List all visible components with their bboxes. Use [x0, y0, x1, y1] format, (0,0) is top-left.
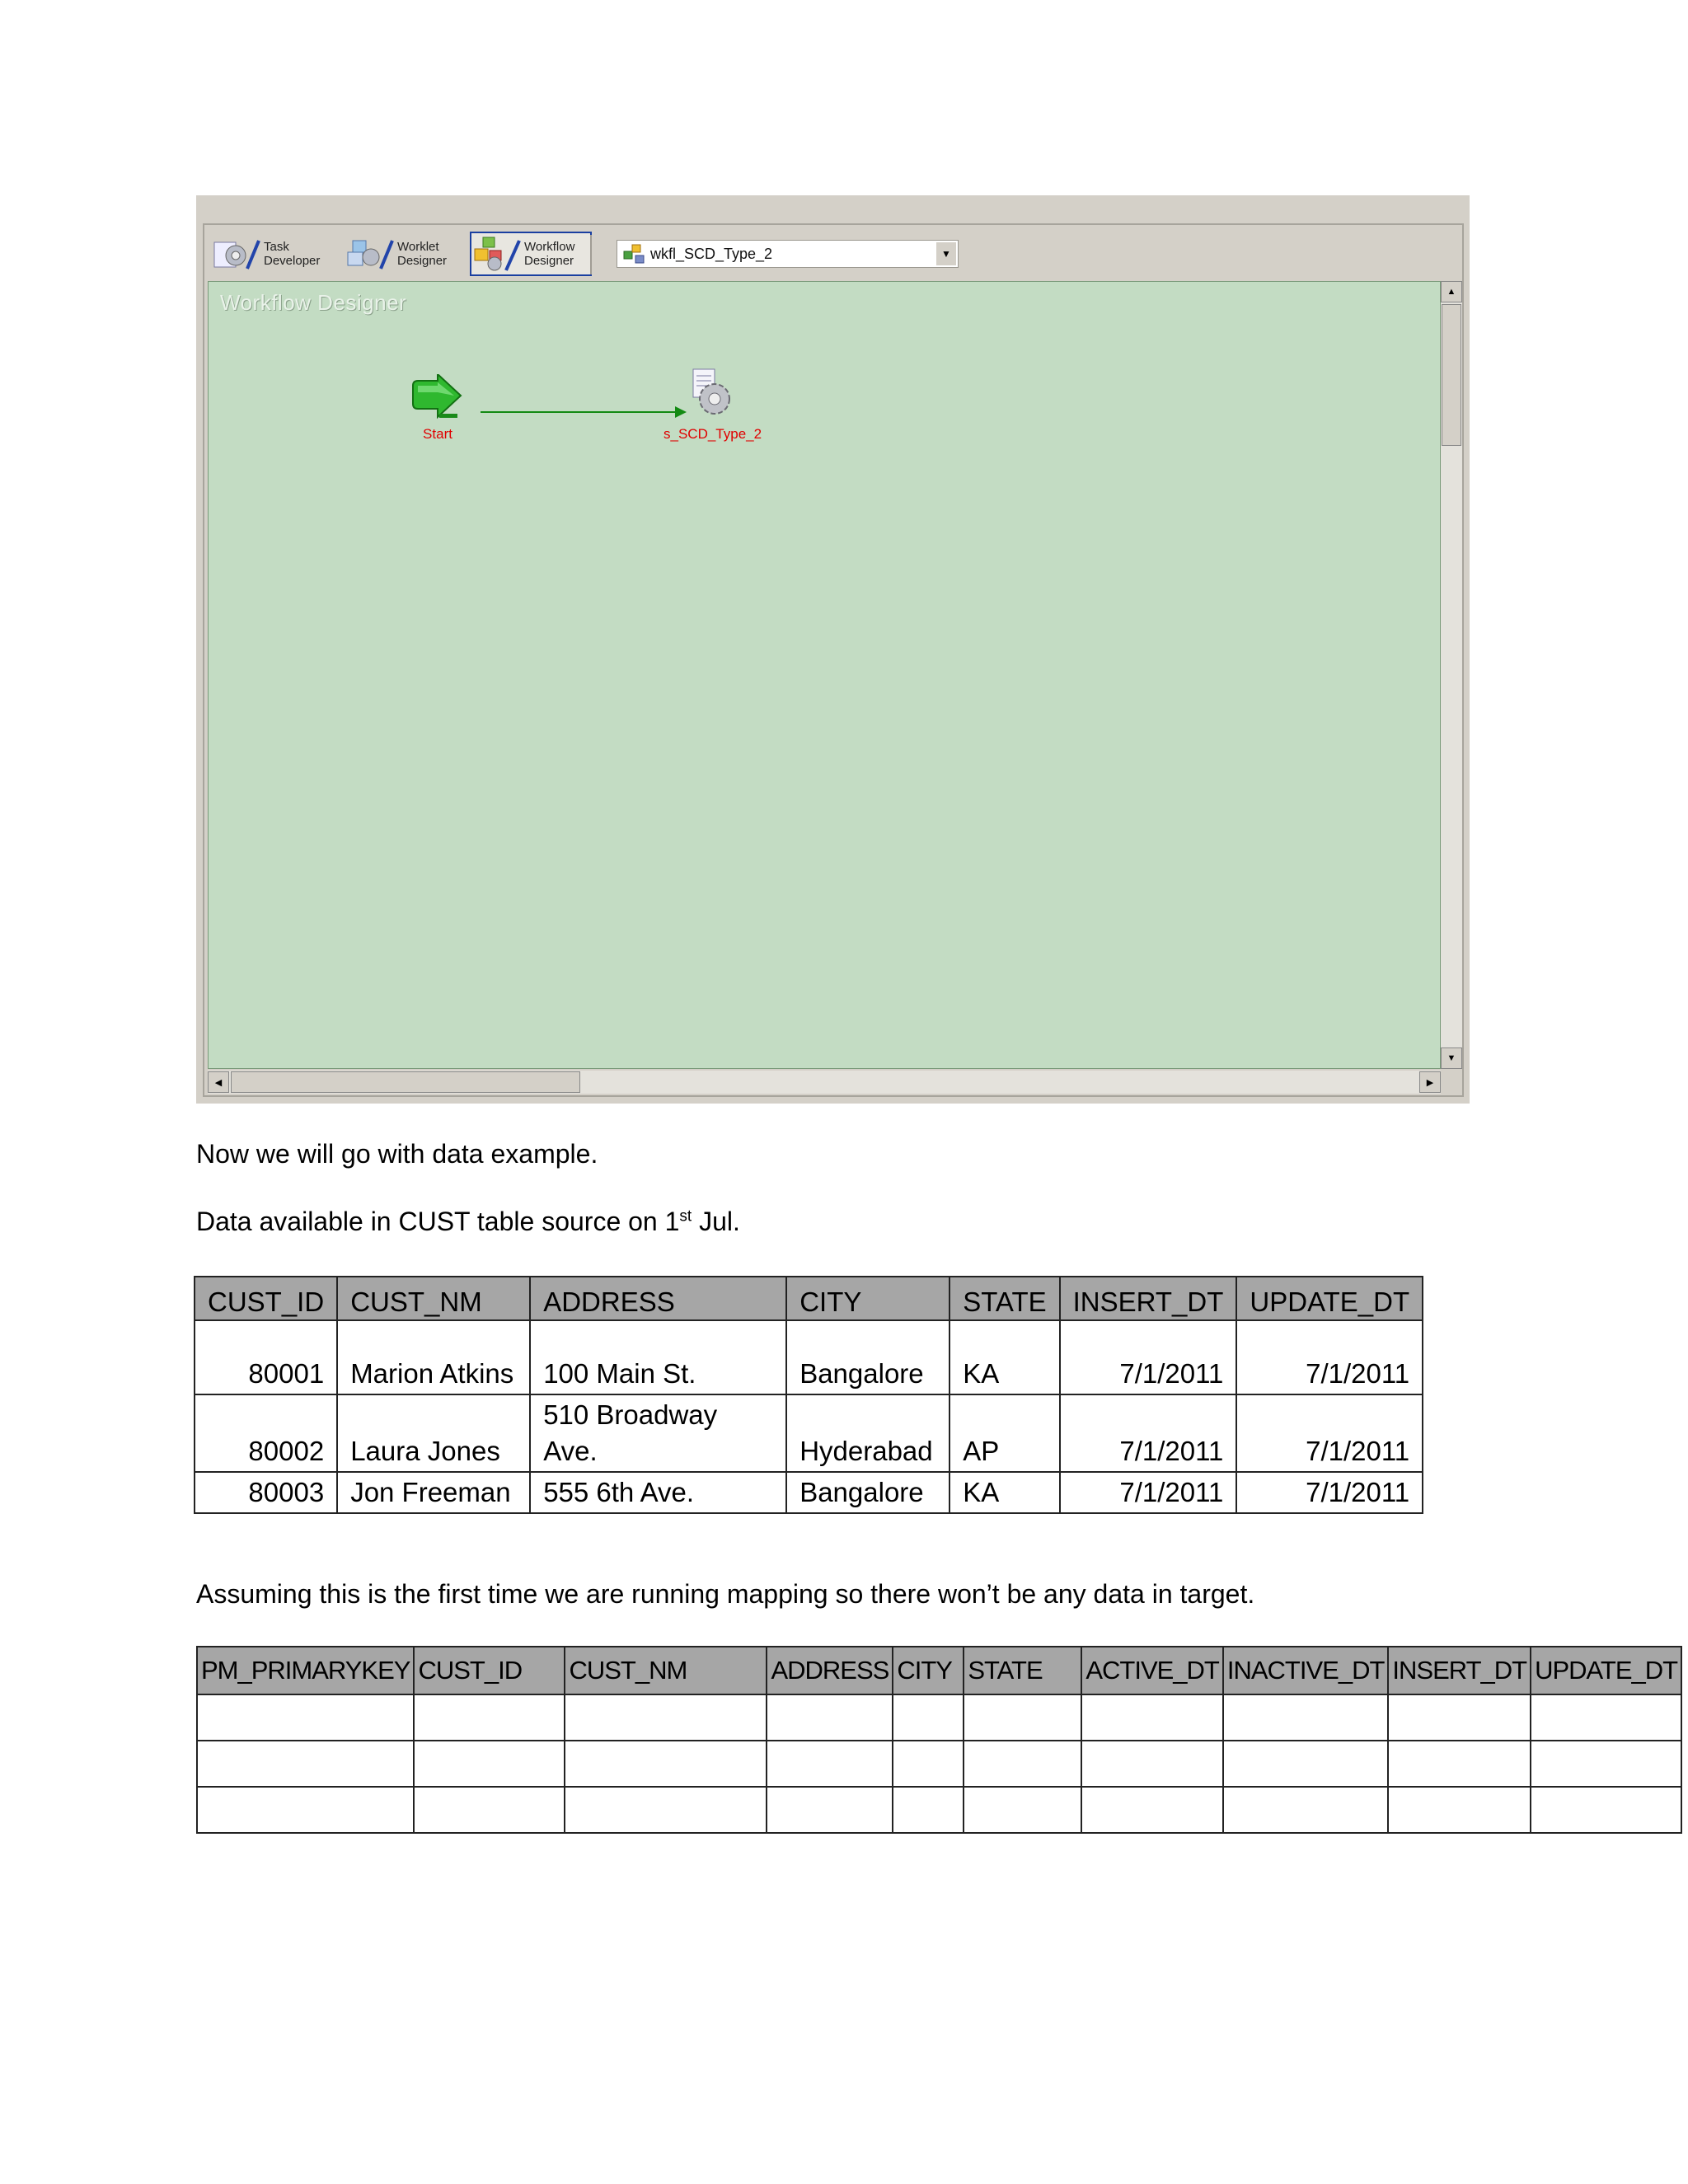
- column-header: CITY: [786, 1277, 950, 1320]
- table-cell: 80001: [195, 1320, 337, 1394]
- workflow-window: [203, 223, 1464, 1097]
- table-cell: AP: [950, 1394, 1059, 1472]
- target-table: [196, 1646, 1682, 1834]
- table-cell: 7/1/2011: [1060, 1394, 1237, 1472]
- session-task-label: s_SCD_Type_2: [663, 426, 762, 442]
- table-cell: 7/1/2011: [1060, 1320, 1237, 1394]
- paragraph-target-note: Assuming this is the first time we are running mapping so there won’t be any data in target.: [196, 1579, 1255, 1609]
- table-cell: 80003: [195, 1472, 337, 1513]
- table-cell: [414, 1787, 565, 1833]
- column-header: INSERT_DT: [1388, 1647, 1531, 1694]
- table-cell: 7/1/2011: [1236, 1394, 1423, 1472]
- column-header: CUST_NM: [337, 1277, 530, 1320]
- table-cell: 7/1/2011: [1236, 1320, 1423, 1394]
- column-header: INACTIVE_DT: [1223, 1647, 1389, 1694]
- paragraph-source-data: Data available in CUST table source on 1st Jul.: [196, 1207, 740, 1236]
- table-cell: Bangalore: [786, 1472, 950, 1513]
- table-cell: [1081, 1694, 1223, 1741]
- workflow-designer-icon: [471, 236, 523, 272]
- table-cell: [964, 1694, 1081, 1741]
- column-header: INSERT_DT: [1060, 1277, 1237, 1320]
- column-header: CUST_ID: [195, 1277, 337, 1320]
- table-cell: 7/1/2011: [1236, 1472, 1423, 1513]
- column-header: ADDRESS: [530, 1277, 786, 1320]
- table-cell: [893, 1787, 964, 1833]
- column-header: CUST_NM: [565, 1647, 767, 1694]
- column-header: UPDATE_DT: [1531, 1647, 1681, 1694]
- table-cell: [1531, 1694, 1681, 1741]
- table-cell: [197, 1694, 414, 1741]
- workflow-icon: [622, 243, 647, 265]
- column-header: STATE: [950, 1277, 1059, 1320]
- scroll-down-icon[interactable]: ▼: [1441, 1047, 1462, 1069]
- horizontal-scrollbar[interactable]: [208, 1071, 1441, 1094]
- column-header: UPDATE_DT: [1236, 1277, 1423, 1320]
- task-developer-button[interactable]: [211, 232, 339, 276]
- table-cell: [565, 1694, 767, 1741]
- vertical-scroll-thumb[interactable]: [1442, 304, 1461, 446]
- table-cell: Jon Freeman: [337, 1472, 530, 1513]
- table-cell: 80002: [195, 1394, 337, 1472]
- column-header: CUST_ID: [414, 1647, 565, 1694]
- table-row: [197, 1741, 1681, 1787]
- start-arrow-icon: [405, 374, 471, 422]
- table-row: [195, 1472, 1423, 1513]
- start-task-label: Start: [423, 426, 452, 442]
- workflow-designer-label: Workflow Designer: [524, 240, 575, 268]
- table-cell: [197, 1787, 414, 1833]
- table-cell: 555 6th Ave.: [530, 1472, 786, 1513]
- table-cell: [767, 1741, 893, 1787]
- table-cell: KA: [950, 1472, 1059, 1513]
- table-row: [195, 1320, 1423, 1394]
- table-cell: [1388, 1787, 1531, 1833]
- task-developer-icon: [211, 236, 262, 272]
- workflow-canvas[interactable]: [208, 281, 1441, 1069]
- worklet-designer-button[interactable]: [345, 232, 468, 276]
- chevron-down-icon[interactable]: ▼: [936, 242, 956, 265]
- table-cell: 510 Broadway Ave.: [530, 1394, 786, 1472]
- workflow-link[interactable]: [481, 411, 678, 413]
- session-task[interactable]: [663, 364, 762, 443]
- workflow-select-value: wkfl_SCD_Type_2: [650, 245, 773, 262]
- table-cell: [893, 1694, 964, 1741]
- table-cell: [1081, 1741, 1223, 1787]
- designer-toolbar: [204, 225, 1462, 281]
- table-cell: [1223, 1694, 1389, 1741]
- table-cell: [197, 1741, 414, 1787]
- column-header: PM_PRIMARYKEY: [197, 1647, 414, 1694]
- table-cell: [1223, 1741, 1389, 1787]
- table-cell: [767, 1694, 893, 1741]
- session-gear-icon: [663, 364, 754, 422]
- table-cell: [414, 1694, 565, 1741]
- column-header: CITY: [893, 1647, 964, 1694]
- worklet-designer-label: Worklet Designer: [397, 240, 448, 268]
- task-developer-label: Task Developer: [264, 240, 321, 268]
- scroll-right-icon[interactable]: ▶: [1419, 1071, 1441, 1093]
- canvas-title: Workflow Designer: [220, 290, 407, 315]
- table-cell: Laura Jones: [337, 1394, 530, 1472]
- horizontal-scroll-thumb[interactable]: [231, 1071, 580, 1093]
- workflow-select[interactable]: [617, 240, 959, 268]
- table-cell: [565, 1787, 767, 1833]
- table-cell: [414, 1741, 565, 1787]
- table-cell: 7/1/2011: [1060, 1472, 1237, 1513]
- worklet-designer-icon: [345, 236, 396, 272]
- table-header-row: [195, 1277, 1423, 1320]
- table-cell: [1531, 1787, 1681, 1833]
- scroll-up-icon[interactable]: ▲: [1441, 281, 1462, 302]
- table-cell: [1223, 1787, 1389, 1833]
- table-cell: [565, 1741, 767, 1787]
- column-header: STATE: [964, 1647, 1081, 1694]
- table-cell: [893, 1741, 964, 1787]
- start-task[interactable]: [405, 374, 471, 443]
- table-row: [195, 1394, 1423, 1472]
- workflow-screenshot: [196, 195, 1470, 1104]
- table-cell: [1531, 1741, 1681, 1787]
- workflow-designer-button[interactable]: [470, 232, 592, 276]
- table-cell: [767, 1787, 893, 1833]
- table-cell: [964, 1741, 1081, 1787]
- table-cell: [964, 1787, 1081, 1833]
- table-cell: Hyderabad: [786, 1394, 950, 1472]
- table-row: [197, 1787, 1681, 1833]
- scroll-left-icon[interactable]: ◀: [208, 1071, 229, 1093]
- table-cell: KA: [950, 1320, 1059, 1394]
- toolbar-separator: [590, 235, 592, 274]
- table-cell: [1388, 1741, 1531, 1787]
- paragraph-data-example: Now we will go with data example.: [196, 1139, 598, 1169]
- table-row: [197, 1694, 1681, 1741]
- column-header: ACTIVE_DT: [1081, 1647, 1223, 1694]
- table-cell: [1081, 1787, 1223, 1833]
- table-header-row: [197, 1647, 1681, 1694]
- table-cell: 100 Main St.: [530, 1320, 786, 1394]
- table-cell: Marion Atkins: [337, 1320, 530, 1394]
- table-cell: [1388, 1694, 1531, 1741]
- table-cell: Bangalore: [786, 1320, 950, 1394]
- source-cust-table: [194, 1276, 1423, 1514]
- vertical-scrollbar[interactable]: [1441, 281, 1462, 1069]
- column-header: ADDRESS: [767, 1647, 893, 1694]
